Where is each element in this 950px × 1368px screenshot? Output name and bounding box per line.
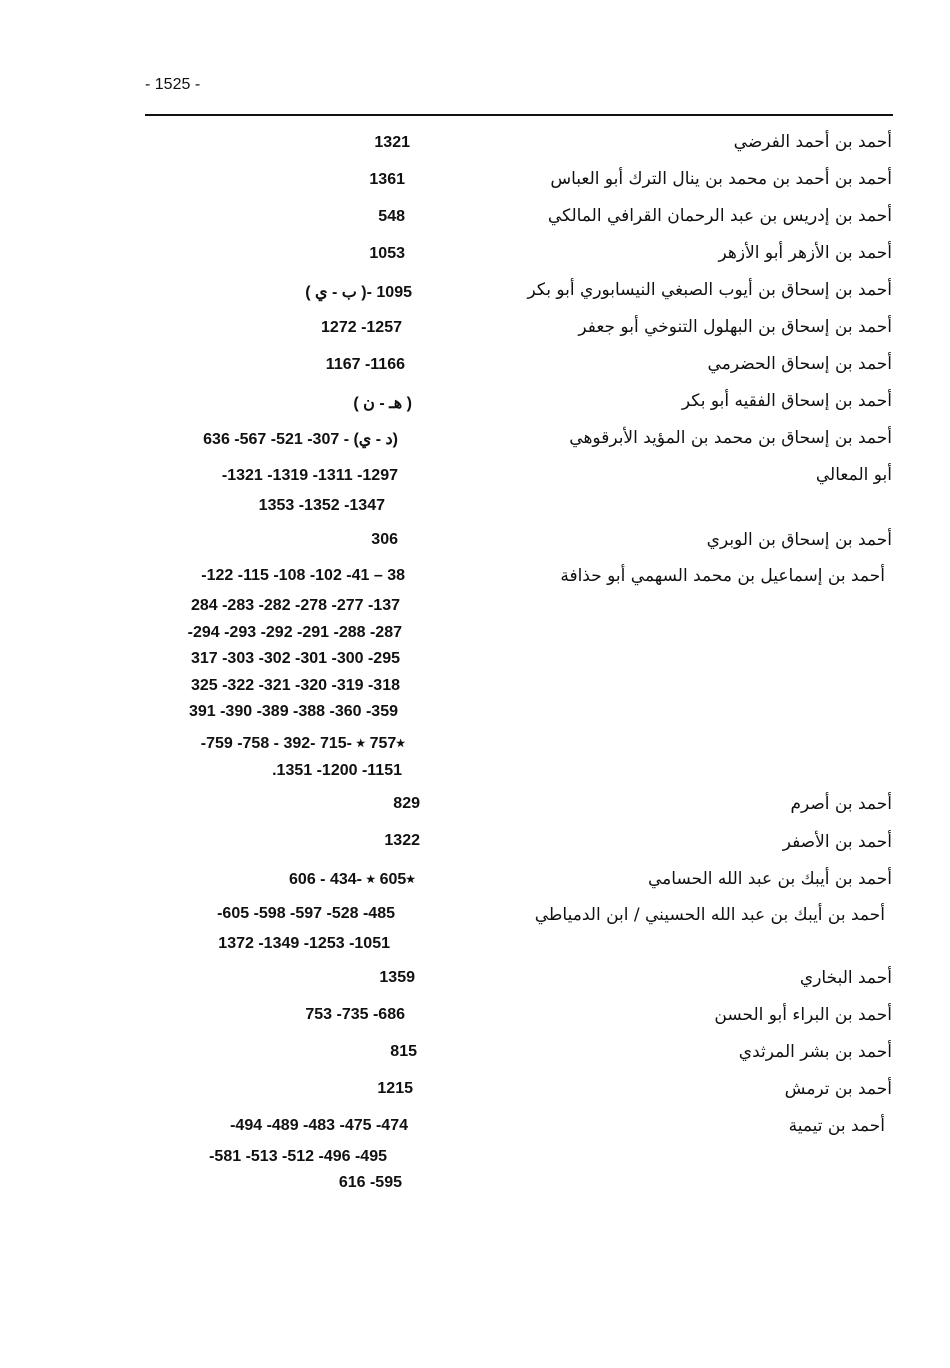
entry-name: أحمد بن إسحاق بن محمد بن المؤيد الأبرقوهي [569,428,892,448]
entry-refs: 1353 -1352 -1347 [258,497,385,514]
entry-name: أحمد بن إسماعيل بن محمد السهمي أبو حذافة [560,566,885,586]
entry-name: أحمد بن إسحاق بن أيوب الصبغي النيسابوري أبو بكر [527,280,892,300]
entry-name: أحمد بن الأزهر أبو الأزهر [718,243,892,263]
entry-refs: 306 [371,531,398,548]
entry-refs: -759 -758 - ٭757 ٭ -715 -392 [200,735,405,752]
entry-name: أحمد بن أحمد بن محمد بن ينال الترك أبو العباس [550,169,892,189]
entry-refs: -605 -598 -597 -528 -485 [217,905,395,922]
entry-name: أحمد بن أيبك بن عبد الله الحسامي [647,869,892,889]
entry-refs: 1361 [369,171,405,188]
entry-refs: 753 -735 -686 [305,1006,405,1023]
entry-name: أحمد بن إسحاق الفقيه أبو بكر [681,391,892,411]
entry-refs: .1351 -1200 -1151 [272,762,402,779]
entry-refs: 829 [393,795,420,812]
entry-name: أحمد البخاري [799,968,892,988]
entry-refs: 616 -595 [338,1174,402,1191]
entry-name: أحمد بن ترمش [784,1079,892,1099]
entry-name: أحمد بن إسحاق الحضرمي [707,354,892,374]
entry-name: أحمد بن إسحاق بن البهلول التنوخي أبو جعفر [578,317,892,337]
entry-refs: 1215 [377,1080,413,1097]
entry-refs: 1372 -1349 -1253 -1051 [218,935,390,952]
entry-refs: 391 -390 -389 -388 -360 -359 [188,703,398,720]
entry-name: أحمد بن تيمية [788,1116,885,1136]
entry-refs: 325 -322 -321 -320 -319 -318 [190,677,400,694]
entry-name: أحمد بن أيبك بن عبد الله الحسيني / ابن الدمياطي [534,905,885,925]
entry-name-cont: أبو المعالي [815,465,892,485]
entry-name: أحمد بن أحمد الفرضي [733,132,892,152]
page-number: - 1525 - [145,76,201,93]
entry-name: أحمد بن أصرم [790,794,892,814]
entry-refs: 1272 -1257 [321,319,402,336]
entry-refs: ( هـ - ن ) [353,395,412,412]
entry-refs: 815 [390,1043,417,1060]
entry-refs: 1167 -1166 [325,356,405,373]
entry-refs: -294 -293 -292 -291 -288 -287 [187,624,402,641]
entry-refs: 548 [378,208,405,225]
entry-refs: 1359 [379,969,415,986]
entry-refs: -494 -489 -483 -475 -474 [230,1117,408,1134]
entry-refs: 317 -303 -302 -301 -300 -295 [190,650,400,667]
entry-name: أحمد بن البراء أبو الحسن [714,1005,892,1025]
entry-refs: 606 - ٭605 ٭ -434 [289,871,415,888]
entry-name: أحمد بن الأصفر [782,832,892,852]
entry-name: أحمد بن إسحاق بن الوبري [706,530,892,550]
header-rule [145,114,893,116]
entry-refs: -122 -115 -108 -102 -41 – 38 [201,567,405,584]
entry-refs: 1321 [374,134,410,151]
entry-refs: 1322 [384,832,420,849]
entry-name: أحمد بن إدريس بن عبد الرحمان القرافي المالكي [547,206,892,226]
entry-name: أحمد بن بشر المرثدي [738,1042,892,1062]
entry-refs: 284 -283 -282 -278 -277 -137 [190,597,400,614]
entry-refs: 636 -567 -521 -307 - (د - ي) [203,431,398,448]
entry-refs: -1321 -1319 -1311 -1297 [221,467,398,484]
entry-refs: 1053 [369,245,405,262]
entry-refs: -581 -513 -512 -496 -495 [209,1148,387,1165]
entry-refs: ( ب - ي )- 1095 [305,284,412,301]
